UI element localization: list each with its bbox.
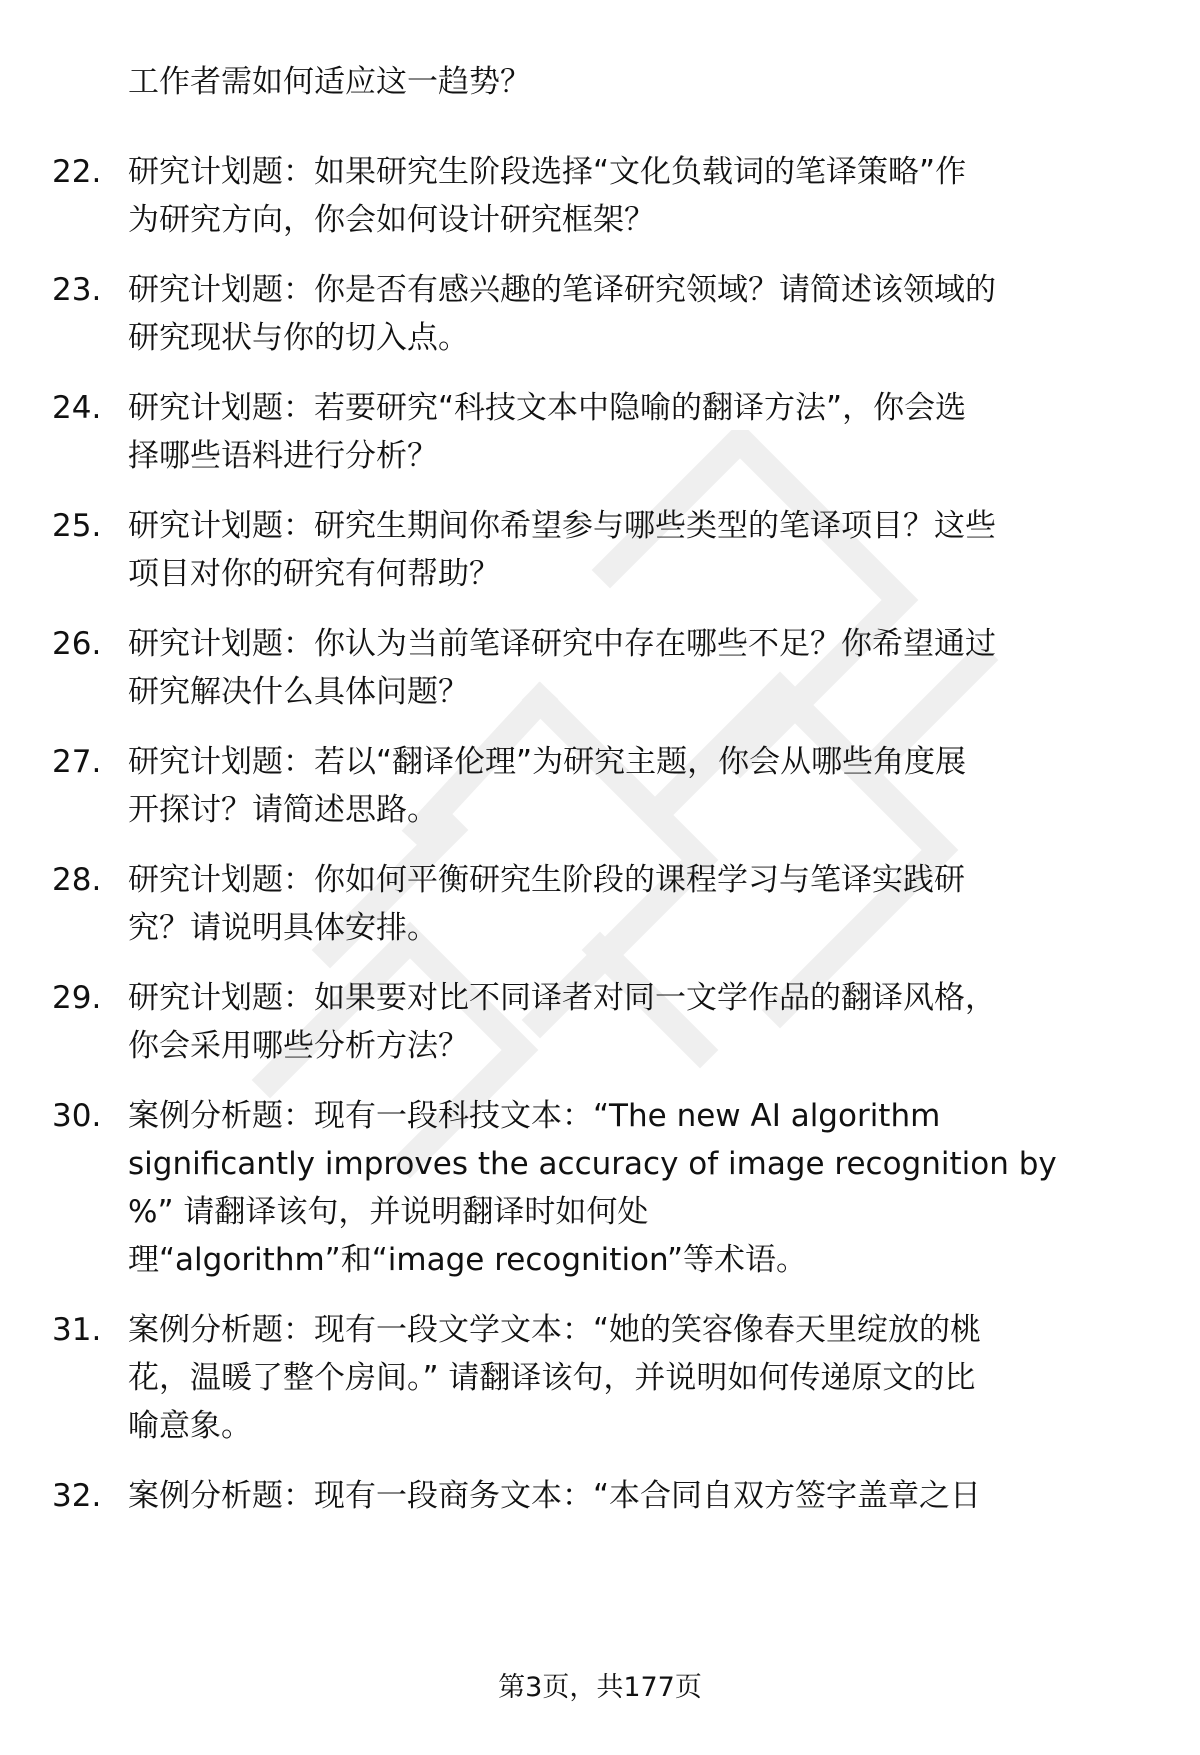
question-text-line: 案例分析题：现有一段文学文本：“她的笑容像春天里绽放的桃	[128, 1312, 982, 1348]
question-number: 25.	[52, 508, 102, 544]
question-number: 24.	[52, 390, 102, 426]
question-text-line: 你会采用哪些分析方法？	[128, 1028, 469, 1064]
question-text-line: 开探讨？请简述思路。	[128, 792, 438, 828]
question-text-line: 研究计划题：若以“翻译伦理”为研究主题，你会从哪些角度展	[128, 744, 967, 780]
page-footer: 第3页，共177页	[498, 1672, 702, 1703]
question-number: 32.	[52, 1478, 102, 1514]
question-number: 28.	[52, 862, 102, 898]
question-text-line: 研究解决什么具体问题？	[128, 674, 469, 710]
question-text-line: 研究计划题：你是否有感兴趣的笔译研究领域？请简述该领域的	[128, 272, 996, 308]
question-number: 29.	[52, 980, 102, 1016]
question-text-line: 研究计划题：你认为当前笔译研究中存在哪些不足？你希望通过	[128, 626, 996, 662]
question-text-line: 项目对你的研究有何帮助？	[128, 556, 500, 592]
question-text-line: 研究现状与你的切入点。	[128, 320, 469, 356]
question-number: 26.	[52, 626, 102, 662]
question-text-line: 花，温暖了整个房间。” 请翻译该句，并说明如何传递原文的比	[128, 1360, 976, 1396]
question-text-line: 研究计划题：如果要对比不同译者对同一文学作品的翻译风格，	[128, 980, 996, 1016]
question-text-line: 案例分析题：现有一段商务文本：“本合同自双方签字盖章之日	[128, 1478, 982, 1514]
question-text-line: 研究计划题：研究生期间你希望参与哪些类型的笔译项目？这些	[128, 508, 996, 544]
question-text-line: 理“algorithm”和“image recognition”等术语。	[128, 1242, 808, 1278]
question-text-line: %” 请翻译该句，并说明翻译时如何处	[128, 1194, 649, 1230]
question-text-line: 为研究方向，你会如何设计研究框架？	[128, 202, 655, 238]
question-text-line: significantly improves the accuracy of image recognition by	[128, 1146, 1057, 1182]
continuation-text: 工作者需如何适应这一趋势？	[128, 64, 531, 100]
question-number: 27.	[52, 744, 102, 780]
question-number: 22.	[52, 154, 102, 190]
question-number: 31.	[52, 1312, 102, 1348]
question-number: 30.	[52, 1098, 102, 1134]
question-text-line: 研究计划题：若要研究“科技文本中隐喻的翻译方法”，你会选	[128, 390, 967, 426]
question-text-line: 择哪些语料进行分析？	[128, 438, 438, 474]
question-text-line: 究？请说明具体安排。	[128, 910, 438, 946]
question-text-line: 研究计划题：如果研究生阶段选择“文化负载词的笔译策略”作	[128, 154, 967, 190]
question-text-line: 研究计划题：你如何平衡研究生阶段的课程学习与笔译实践研	[128, 862, 965, 898]
question-text-line: 喻意象。	[128, 1408, 252, 1444]
question-number: 23.	[52, 272, 102, 308]
question-text-line: 案例分析题：现有一段科技文本：“The new AI algorithm	[128, 1098, 941, 1134]
